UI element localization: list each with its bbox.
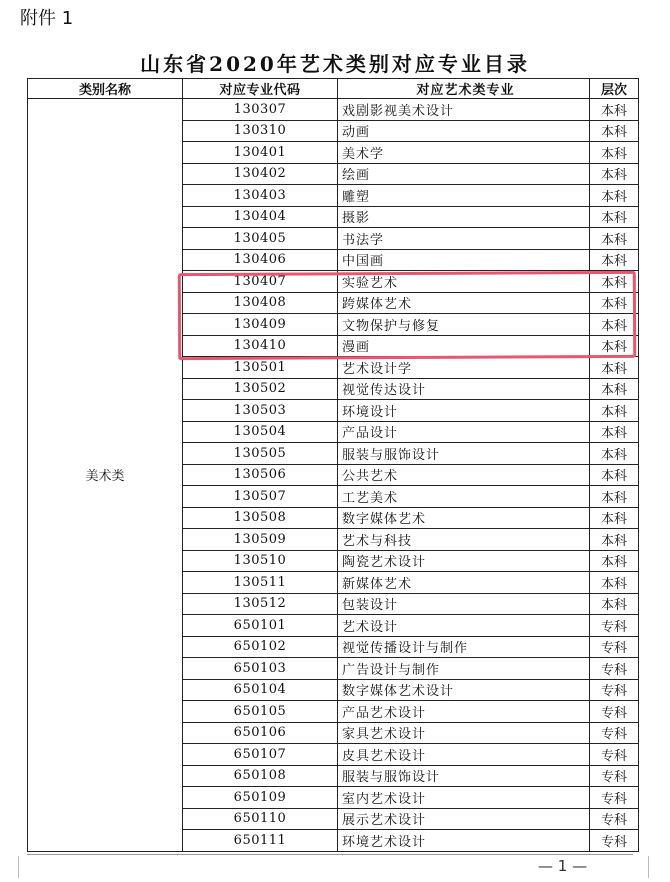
code-cell: 130507 <box>183 486 338 508</box>
code-cell: 650111 <box>183 830 338 852</box>
major-cell: 环境设计 <box>338 400 590 422</box>
level-cell: 本科 <box>590 249 639 271</box>
major-cell: 皮具艺术设计 <box>338 744 590 766</box>
level-cell: 本科 <box>590 99 639 121</box>
page-number: — 1 — <box>538 857 588 875</box>
code-cell: 130410 <box>183 335 338 357</box>
code-cell: 650110 <box>183 808 338 830</box>
code-cell: 130401 <box>183 142 338 164</box>
document-title: 山东省2020年艺术类别对应专业目录 <box>140 52 530 76</box>
level-cell: 本科 <box>590 142 639 164</box>
code-cell: 650103 <box>183 658 338 680</box>
level-cell: 专科 <box>590 787 639 809</box>
major-cell: 摄影 <box>338 206 590 228</box>
major-catalog-table <box>27 78 639 852</box>
major-cell: 数字媒体艺术 <box>338 507 590 529</box>
level-cell: 本科 <box>590 185 639 207</box>
major-cell: 工艺美术 <box>338 486 590 508</box>
major-cell: 服装与服饰设计 <box>338 765 590 787</box>
level-cell: 本科 <box>590 378 639 400</box>
code-cell: 130510 <box>183 550 338 572</box>
code-cell: 130501 <box>183 357 338 379</box>
category-cell: 美术类 <box>28 99 183 852</box>
level-cell: 专科 <box>590 679 639 701</box>
code-cell: 650101 <box>183 615 338 637</box>
code-cell: 130506 <box>183 464 338 486</box>
major-cell: 书法学 <box>338 228 590 250</box>
major-cell: 艺术设计 <box>338 615 590 637</box>
level-cell: 本科 <box>590 443 639 465</box>
table-body <box>28 99 639 852</box>
level-cell: 本科 <box>590 421 639 443</box>
level-cell: 本科 <box>590 529 639 551</box>
table-header-row <box>28 79 639 99</box>
level-cell: 本科 <box>590 163 639 185</box>
header-category: 类别名称 <box>28 79 183 99</box>
code-cell: 650108 <box>183 765 338 787</box>
footer-rule <box>27 854 633 855</box>
attachment-label: 附件 1 <box>20 8 74 29</box>
major-cell: 美术学 <box>338 142 590 164</box>
level-cell: 专科 <box>590 701 639 723</box>
code-cell: 130403 <box>183 185 338 207</box>
code-cell: 130511 <box>183 572 338 594</box>
code-cell: 650106 <box>183 722 338 744</box>
header-major: 对应艺术类专业 <box>338 79 590 99</box>
major-cell: 文物保护与修复 <box>338 314 590 336</box>
code-cell: 130502 <box>183 378 338 400</box>
table-row <box>28 99 639 121</box>
header-code: 对应专业代码 <box>183 79 338 99</box>
level-cell: 专科 <box>590 744 639 766</box>
code-cell: 130307 <box>183 99 338 121</box>
level-cell: 本科 <box>590 400 639 422</box>
code-cell: 130512 <box>183 593 338 615</box>
code-cell: 130402 <box>183 163 338 185</box>
level-cell: 本科 <box>590 292 639 314</box>
major-cell: 雕塑 <box>338 185 590 207</box>
code-cell: 130406 <box>183 249 338 271</box>
code-cell: 650105 <box>183 701 338 723</box>
level-cell: 本科 <box>590 593 639 615</box>
code-cell: 130408 <box>183 292 338 314</box>
code-cell: 130407 <box>183 271 338 293</box>
major-cell: 环境艺术设计 <box>338 830 590 852</box>
code-cell: 130310 <box>183 120 338 142</box>
level-cell: 本科 <box>590 271 639 293</box>
major-cell: 艺术设计学 <box>338 357 590 379</box>
major-cell: 产品艺术设计 <box>338 701 590 723</box>
level-cell: 本科 <box>590 335 639 357</box>
page-corner-left <box>6 856 19 878</box>
level-cell: 本科 <box>590 464 639 486</box>
code-cell: 130504 <box>183 421 338 443</box>
level-cell: 本科 <box>590 486 639 508</box>
major-cell: 视觉传播设计与制作 <box>338 636 590 658</box>
code-cell: 130509 <box>183 529 338 551</box>
major-cell: 公共艺术 <box>338 464 590 486</box>
code-cell: 130405 <box>183 228 338 250</box>
header-level: 层次 <box>590 79 639 99</box>
level-cell: 本科 <box>590 572 639 594</box>
code-cell: 130505 <box>183 443 338 465</box>
level-cell: 专科 <box>590 808 639 830</box>
code-cell: 130409 <box>183 314 338 336</box>
major-cell: 动画 <box>338 120 590 142</box>
level-cell: 专科 <box>590 636 639 658</box>
major-cell: 广告设计与制作 <box>338 658 590 680</box>
code-cell: 650107 <box>183 744 338 766</box>
level-cell: 专科 <box>590 722 639 744</box>
level-cell: 本科 <box>590 314 639 336</box>
code-cell: 130508 <box>183 507 338 529</box>
major-cell: 家具艺术设计 <box>338 722 590 744</box>
code-cell: 650102 <box>183 636 338 658</box>
major-cell: 中国画 <box>338 249 590 271</box>
code-cell: 130503 <box>183 400 338 422</box>
major-cell: 室内艺术设计 <box>338 787 590 809</box>
code-cell: 650109 <box>183 787 338 809</box>
major-cell: 数字媒体艺术设计 <box>338 679 590 701</box>
major-cell: 陶瓷艺术设计 <box>338 550 590 572</box>
major-cell: 绘画 <box>338 163 590 185</box>
level-cell: 本科 <box>590 206 639 228</box>
level-cell: 专科 <box>590 765 639 787</box>
major-cell: 跨媒体艺术 <box>338 292 590 314</box>
major-cell: 服装与服饰设计 <box>338 443 590 465</box>
major-cell: 包装设计 <box>338 593 590 615</box>
major-cell: 展示艺术设计 <box>338 808 590 830</box>
level-cell: 本科 <box>590 120 639 142</box>
level-cell: 本科 <box>590 228 639 250</box>
level-cell: 专科 <box>590 830 639 852</box>
page-corner-right <box>648 856 661 878</box>
major-cell: 产品设计 <box>338 421 590 443</box>
major-cell: 戏剧影视美术设计 <box>338 99 590 121</box>
code-cell: 650104 <box>183 679 338 701</box>
code-cell: 130404 <box>183 206 338 228</box>
level-cell: 本科 <box>590 550 639 572</box>
major-cell: 新媒体艺术 <box>338 572 590 594</box>
level-cell: 专科 <box>590 658 639 680</box>
level-cell: 本科 <box>590 507 639 529</box>
level-cell: 专科 <box>590 615 639 637</box>
major-cell: 艺术与科技 <box>338 529 590 551</box>
level-cell: 本科 <box>590 357 639 379</box>
major-cell: 实验艺术 <box>338 271 590 293</box>
major-cell: 视觉传达设计 <box>338 378 590 400</box>
major-cell: 漫画 <box>338 335 590 357</box>
